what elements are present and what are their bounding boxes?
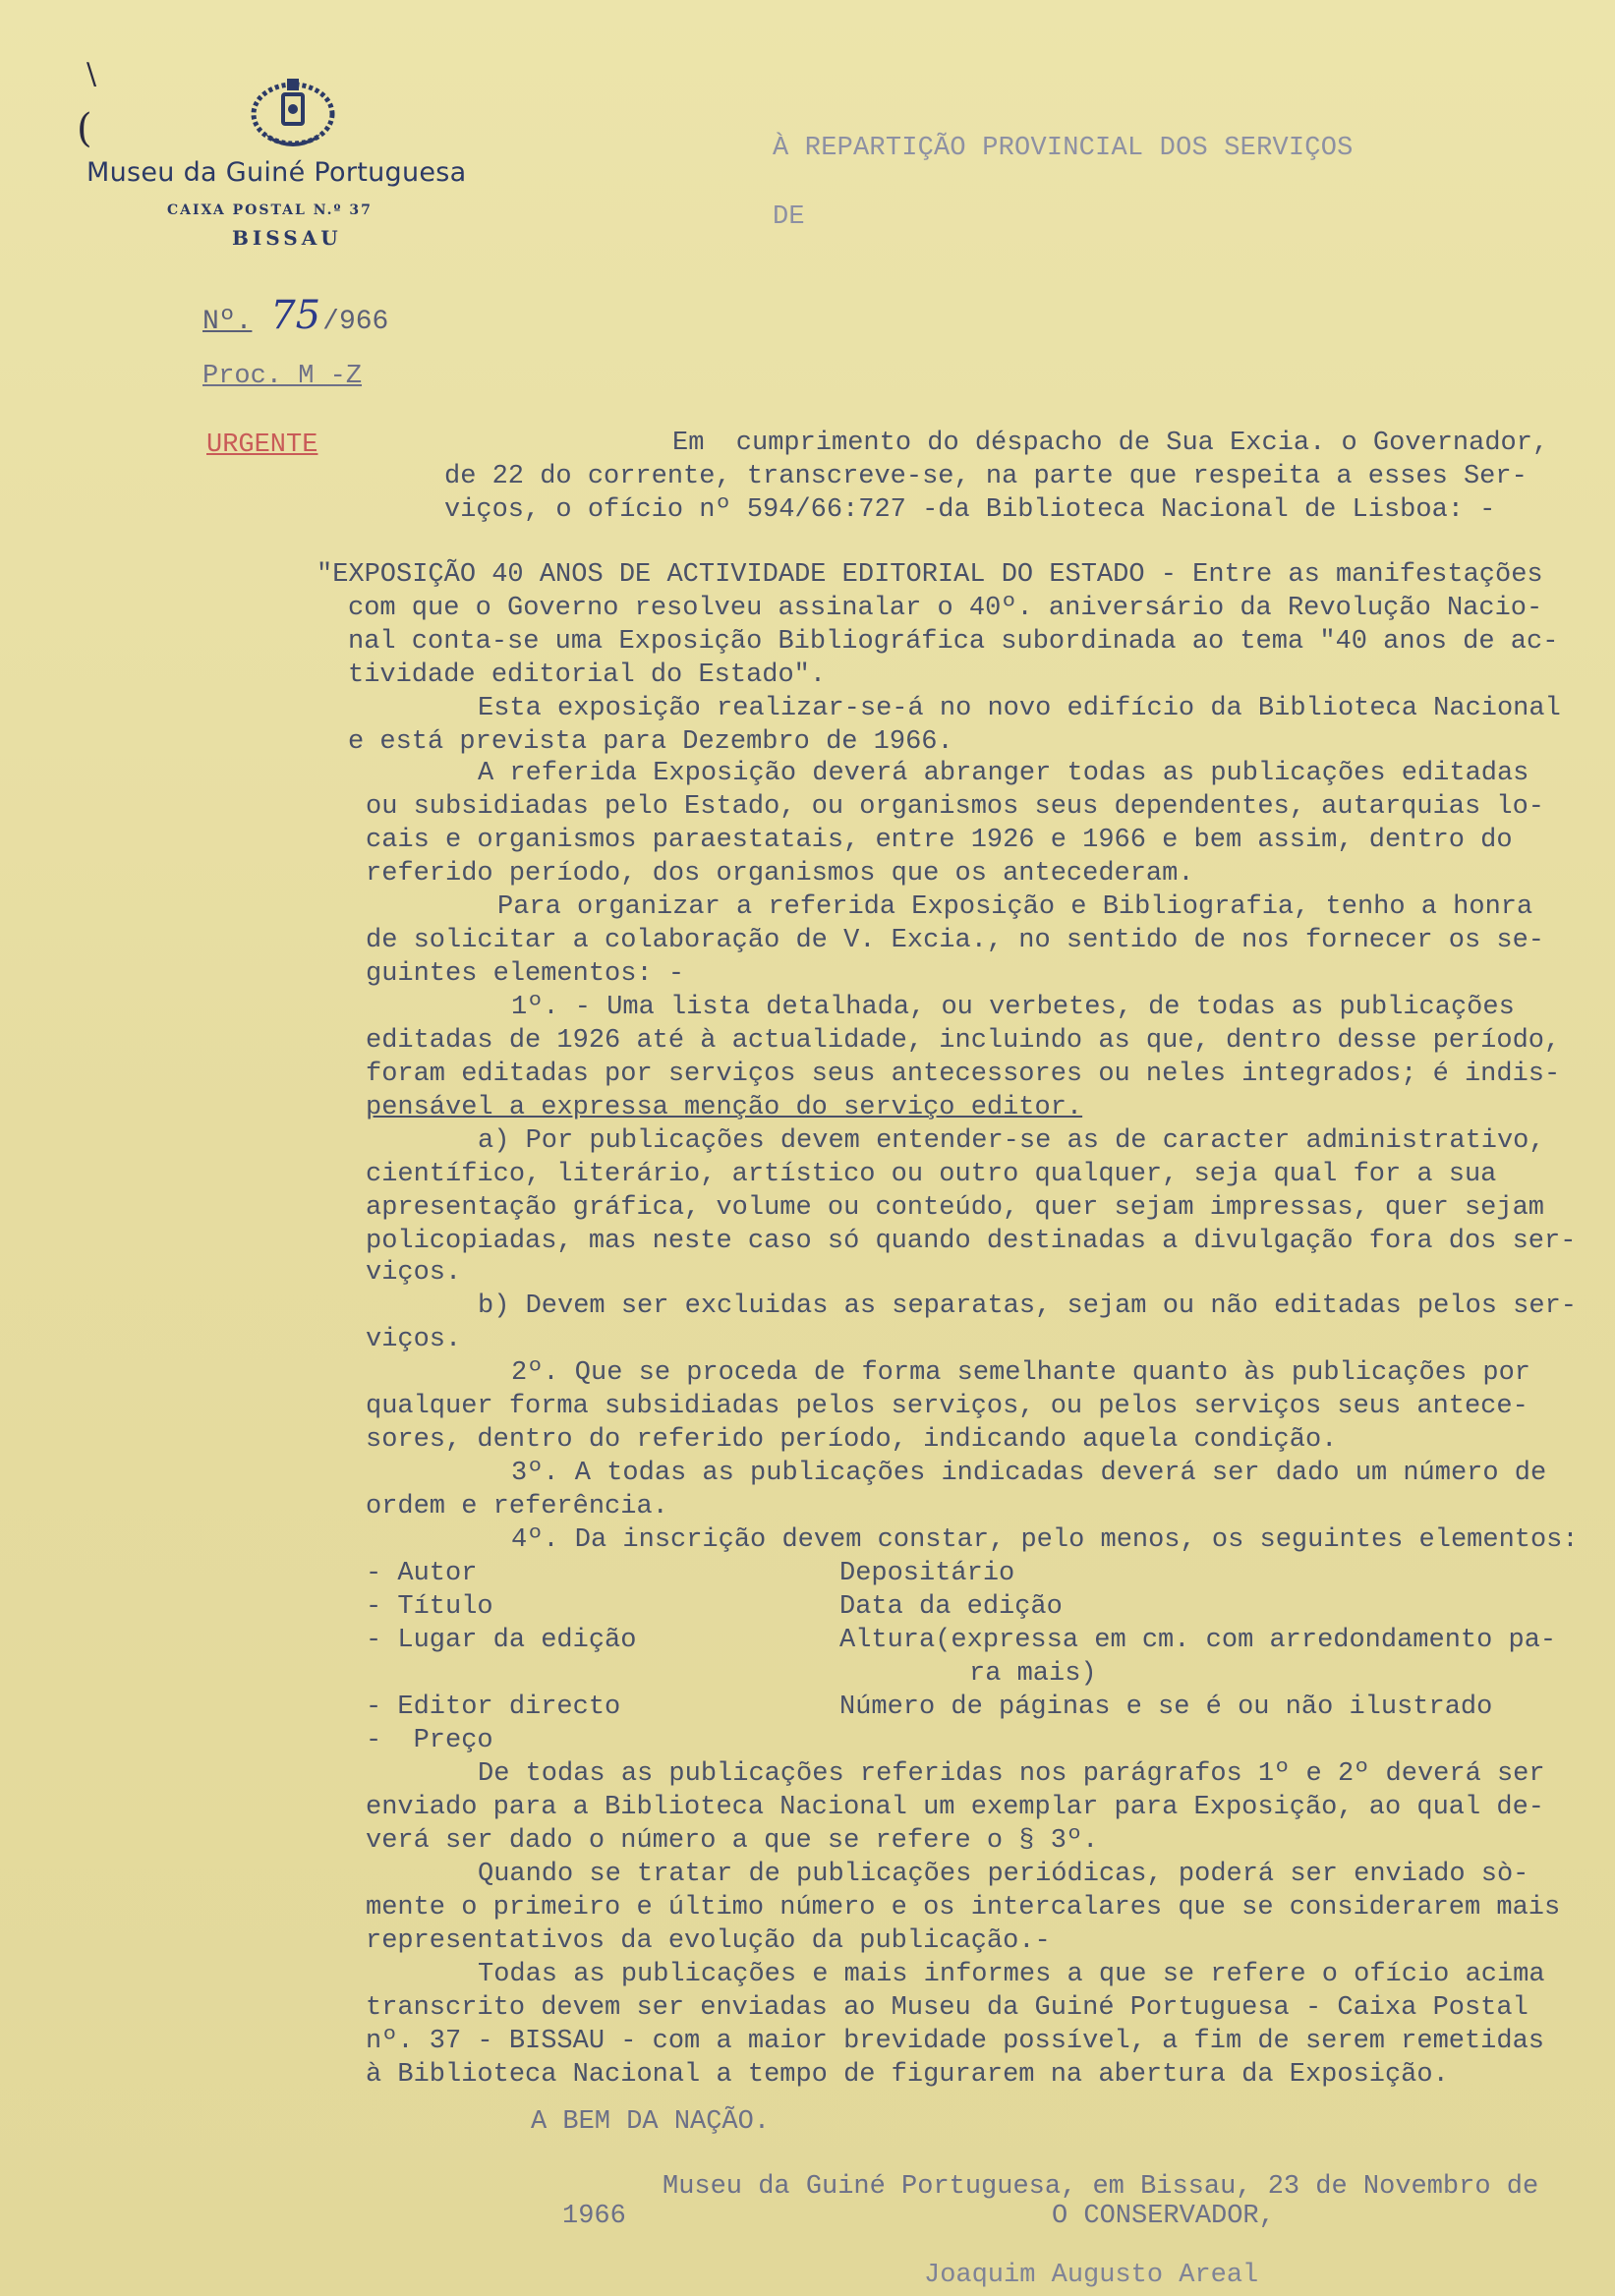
list-item-right: Data da edição xyxy=(839,1592,1063,1622)
closing-line: nº. 37 - BISSAU - com a maior brevidade possível, a fim de serem remetidas xyxy=(366,2027,1544,2056)
place-date: Museu da Guiné Portuguesa, em Bissau, 23 de Novembro de xyxy=(663,2172,1539,2202)
reference-number xyxy=(202,293,388,338)
body-line: qualquer forma subsidiadas pelos serviços, ou pelos serviços seus antece- xyxy=(366,1392,1528,1421)
body-line: ordem e referência. xyxy=(366,1492,668,1521)
closing-line: Quando se tratar de publicações periódicas, poderá ser enviado sò- xyxy=(478,1860,1529,1889)
urgent-stamp: URGENTE xyxy=(206,430,318,460)
body-line: nal conta-se uma Exposição Bibliográfica subordinada ao tema "40 anos de ac- xyxy=(348,627,1559,657)
postbox: CAIXA POSTAL N.º 37 xyxy=(167,202,373,218)
city: BISSAU xyxy=(232,226,342,250)
closing-line: à Biblioteca Nacional a tempo de figurarem na abertura da Exposição. xyxy=(366,2060,1449,2090)
margin-mark-top: \ xyxy=(87,57,97,91)
institution-name: Museu da Guiné Portuguesa xyxy=(87,157,467,188)
body-line: Em cumprimento do déspacho de Sua Excia. o Governador, xyxy=(672,429,1549,458)
body-line: 2º. Que se proceda de forma semelhante quanto às publicações por xyxy=(511,1358,1530,1388)
signer-title: O CONSERVADOR, xyxy=(1052,2202,1275,2231)
reference-year: /966 xyxy=(322,307,389,337)
body-line: viços. xyxy=(366,1325,462,1354)
closing-line: Todas as publicações e mais informes a que se refere o ofício acima xyxy=(478,1960,1545,1989)
body-line: viços, o ofício nº 594/66:727 -da Biblioteca Nacional de Lisboa: - xyxy=(444,495,1496,525)
closing-line: De todas as publicações referidas nos parágrafos 1º e 2º deverá ser xyxy=(478,1759,1545,1789)
body-line: guintes elementos: - xyxy=(366,959,685,989)
body-line: 3º. A todas as publicações indicadas deverá ser dado um número de xyxy=(511,1459,1547,1488)
body-line: viços. xyxy=(366,1258,462,1288)
list-item-left: - Título xyxy=(366,1592,493,1622)
body-line: científico, literário, artístico ou outro qualquer, seja qual for a sua xyxy=(366,1160,1497,1189)
list-item-right: ra mais) xyxy=(969,1659,1097,1689)
closing-line: transcrito devem ser enviadas ao Museu da Guiné Portuguesa - Caixa Postal xyxy=(366,1993,1528,2023)
body-line: policopiadas, mas neste caso só quando destinadas a divulgação fora dos ser- xyxy=(366,1227,1577,1256)
closing-line: mente o primeiro e último número e os intercalares que se considerarem mais xyxy=(366,1893,1561,1923)
body-line: editadas de 1926 até à actualidade, incluindo as que, dentro desse período, xyxy=(366,1026,1561,1056)
signer-name: Joaquim Augusto Areal xyxy=(924,2261,1259,2290)
body-line: "EXPOSIÇÃO 40 ANOS DE ACTIVIDADE EDITORIAL DO ESTADO - Entre as manifestações xyxy=(317,560,1543,590)
body-line: apresentação gráfica, volume ou conteúdo, quer sejam impressas, quer sejam xyxy=(366,1193,1544,1223)
addressee-line-2: DE xyxy=(773,202,805,232)
body-line: foram editadas por serviços seus antecessores ou neles integrados; é indis- xyxy=(366,1060,1561,1089)
body-line: a) Por publicações devem entender-se as de caracter administrativo, xyxy=(478,1126,1545,1156)
body-line: com que o Governo resolveu assinalar o 40º. aniversário da Revolução Nacio- xyxy=(348,594,1543,623)
list-item-right: Altura(expressa em cm. com arredondamento pa- xyxy=(839,1626,1557,1655)
body-line: 1º. - Uma lista detalhada, ou verbetes, de todas as publicações xyxy=(511,993,1515,1022)
body-line: 4º. Da inscrição devem constar, pelo menos, os seguintes elementos: xyxy=(511,1525,1579,1555)
body-line: e está prevista para Dezembro de 1966. xyxy=(348,727,953,757)
list-item-left: - Editor directo xyxy=(366,1693,621,1722)
closing-line: representativos da evolução da publicação.- xyxy=(366,1926,1051,1956)
salutation: A BEM DA NAÇÃO. xyxy=(531,2107,771,2137)
list-item-right: Número de páginas e se é ou não ilustrado xyxy=(839,1693,1493,1722)
body-line: A referida Exposição deverá abranger todas as publicações editadas xyxy=(478,759,1529,788)
addressee-line-1: À REPARTIÇÃO PROVINCIAL DOS SERVIÇOS xyxy=(773,134,1354,163)
body-line: b) Devem ser excluidas as separatas, sejam ou não editadas pelos ser- xyxy=(478,1292,1577,1321)
body-line: Para organizar a referida Exposição e Bibliografia, tenho a honra xyxy=(497,892,1533,922)
body-line: ou subsidiadas pelo Estado, ou organismos seus dependentes, autarquias lo- xyxy=(366,792,1544,822)
body-line: tividade editorial do Estado". xyxy=(348,660,827,690)
list-item-left: - Preço xyxy=(366,1726,493,1755)
list-item-right: Depositário xyxy=(839,1559,1015,1588)
body-line: referido período, dos organismos que os antecederam. xyxy=(366,859,1194,889)
closing-line: verá ser dado o número a que se refere o § 3º. xyxy=(366,1826,1099,1856)
body-line: cais e organismos paraestatais, entre 1926 e 1966 e bem assim, dentro do xyxy=(366,826,1513,855)
list-item-left: - Lugar da edição xyxy=(366,1626,637,1655)
body-line: de 22 do corrente, transcreve-se, na parte que respeita a esses Ser- xyxy=(444,462,1528,491)
reference-handwritten-number: 75 xyxy=(270,293,321,338)
coat-of-arms-icon xyxy=(246,75,340,151)
reference-prefix: Nº. xyxy=(202,307,253,337)
body-line: sores, dentro do referido período, indicando aquela condição. xyxy=(366,1425,1338,1455)
body-line: de solicitar a colaboração de V. Excia., no sentido de nos fornecer os se- xyxy=(366,926,1544,955)
body-line: pensável a expressa menção do serviço editor. xyxy=(366,1093,1083,1122)
process-reference: Proc. M -Z xyxy=(202,362,363,391)
margin-mark-second: ( xyxy=(77,106,92,151)
closing-line: enviado para a Biblioteca Nacional um exemplar para Exposição, ao qual de- xyxy=(366,1793,1544,1822)
year: 1966 xyxy=(562,2202,626,2231)
list-item-left: - Autor xyxy=(366,1559,478,1588)
body-line: Esta exposição realizar-se-á no novo edifício da Biblioteca Nacional xyxy=(478,694,1561,723)
